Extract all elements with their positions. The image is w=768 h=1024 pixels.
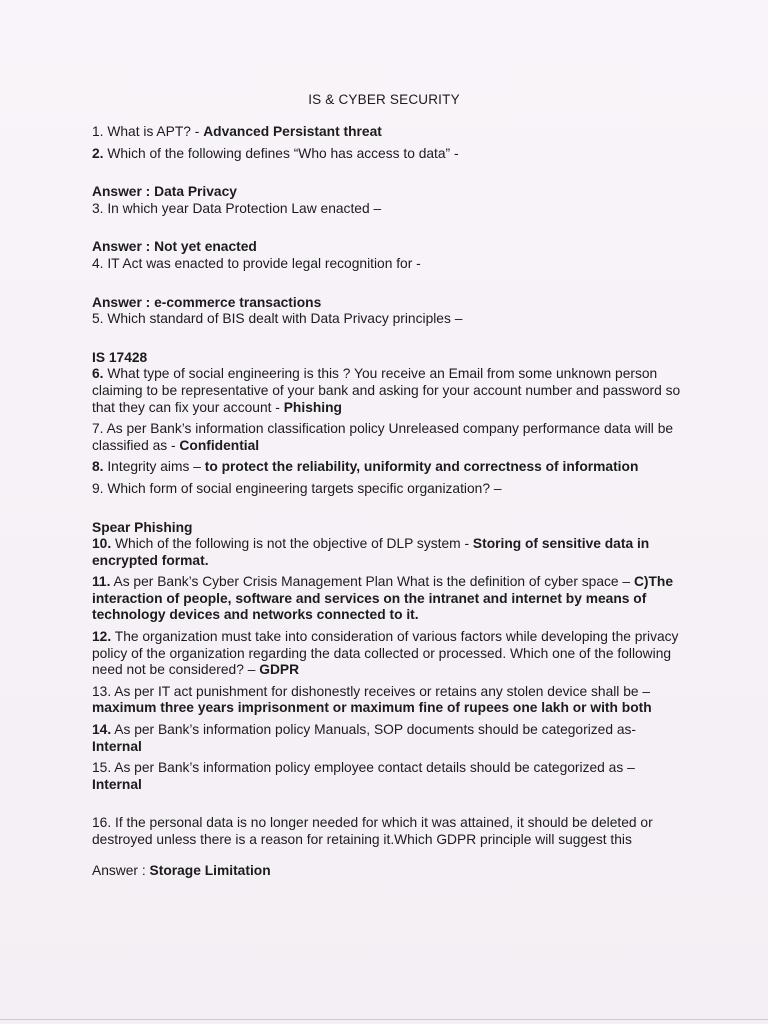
answer-3 [92, 239, 682, 256]
question-text: Which of the following is not the objective of DLP system - [111, 536, 473, 552]
answer-9 [92, 520, 682, 537]
answer-text: Confidential [179, 437, 260, 453]
question-13 [92, 684, 682, 717]
question-5 [92, 311, 682, 328]
answer-text: to protect the reliability, uniformity and correctness of information [204, 459, 639, 475]
answer-text: Phishing [283, 399, 342, 415]
answer-text: Answer : Data Privacy [92, 184, 237, 200]
question-number: 10. [92, 536, 112, 552]
question-text: What type of social engineering is this ? You receive an Email from some unknown person claiming to be representative of your bank and asking for your account number and password so that they can fix your account - [92, 366, 681, 415]
question-text: Integrity aims – [103, 459, 205, 475]
question-text: 9. Which form of social engineering targets specific organization? – [92, 480, 502, 496]
question-text: 7. As per Bank’s information classification policy Unreleased company performance data will be classified as - [92, 421, 674, 453]
question-text: 5. Which standard of BIS dealt with Data Privacy principles – [92, 311, 463, 327]
answer-text: Advanced Persistant threat [203, 124, 382, 139]
answer-16 [92, 863, 682, 880]
question-8 [92, 459, 682, 476]
answer-text: Answer : Not yet enacted [92, 239, 257, 255]
question-10 [92, 536, 682, 569]
question-text: 15. As per Bank’s information policy employee contact details should be categorized as – [92, 760, 635, 776]
question-4 [92, 256, 682, 273]
question-11 [92, 574, 682, 624]
answer-text: Internal [92, 776, 142, 792]
answer-4 [92, 295, 682, 312]
question-number: 11. [92, 574, 111, 590]
question-9 [92, 481, 682, 498]
question-16 [92, 815, 682, 848]
question-6 [92, 366, 682, 416]
answer-text: maximum three years imprisonment or maximum fine of rupees one lakh or with both [92, 700, 652, 716]
question-text: As per Bank’s Cyber Crisis Management Plan What is the definition of cyber space – [110, 574, 634, 590]
question-number: 6. [92, 366, 104, 382]
page-bottom-edge [0, 1019, 768, 1020]
question-text: 1. What is APT? - [92, 124, 204, 139]
question-text: 16. If the personal data is no longer needed for which it was attained, it should be deleted or destroyed unless there is a reason for retaining it.Which GDPR principle will suggest this [92, 815, 653, 847]
page-title: IS & CYBER SECURITY [308, 92, 460, 107]
question-number: 8. [92, 459, 104, 475]
question-3 [92, 201, 682, 218]
question-text: The organization must take into consideration of various factors while developing the privacy policy of the organization regarding the data collected or processed. Which one of the following need not be considered? – [92, 629, 679, 678]
question-1 [92, 124, 682, 141]
question-14 [92, 722, 682, 755]
question-number: 14. [92, 722, 112, 738]
question-number: 2. [92, 145, 104, 161]
answer-text: Storage Limitation [149, 862, 271, 878]
document-body [92, 124, 682, 879]
question-text: As per Bank’s information policy Manuals, SOP documents should be categorized as- [111, 722, 637, 738]
answer-text: Internal [92, 738, 142, 754]
answer-2 [92, 184, 682, 201]
answer-text: GDPR [259, 662, 300, 678]
answer-text: Storing of sensitive data in encrypted format. [92, 536, 650, 568]
answer-5 [92, 350, 682, 367]
question-2 [92, 146, 682, 163]
question-12 [92, 629, 682, 679]
answer-text: Spear Phishing [92, 519, 193, 535]
question-number: 12. [92, 629, 112, 645]
question-text: 13. As per IT act punishment for dishonestly receives or retains any stolen device shall be – [92, 683, 651, 699]
answer-text: C)The interaction of people, software and services on the intranet and internet by means of technology devices and networks connected to it. [92, 574, 674, 623]
question-15 [92, 760, 682, 793]
question-text: Which of the following defines “Who has access to data” - [103, 145, 459, 161]
question-text: 3. In which year Data Protection Law enacted – [92, 200, 382, 216]
answer-text: IS 17428 [92, 349, 148, 365]
answer-text: Answer : e-commerce transactions [92, 294, 322, 310]
question-7 [92, 421, 682, 454]
question-text: 4. IT Act was enacted to provide legal recognition for - [92, 255, 421, 271]
answer-label: Answer : [92, 862, 150, 878]
